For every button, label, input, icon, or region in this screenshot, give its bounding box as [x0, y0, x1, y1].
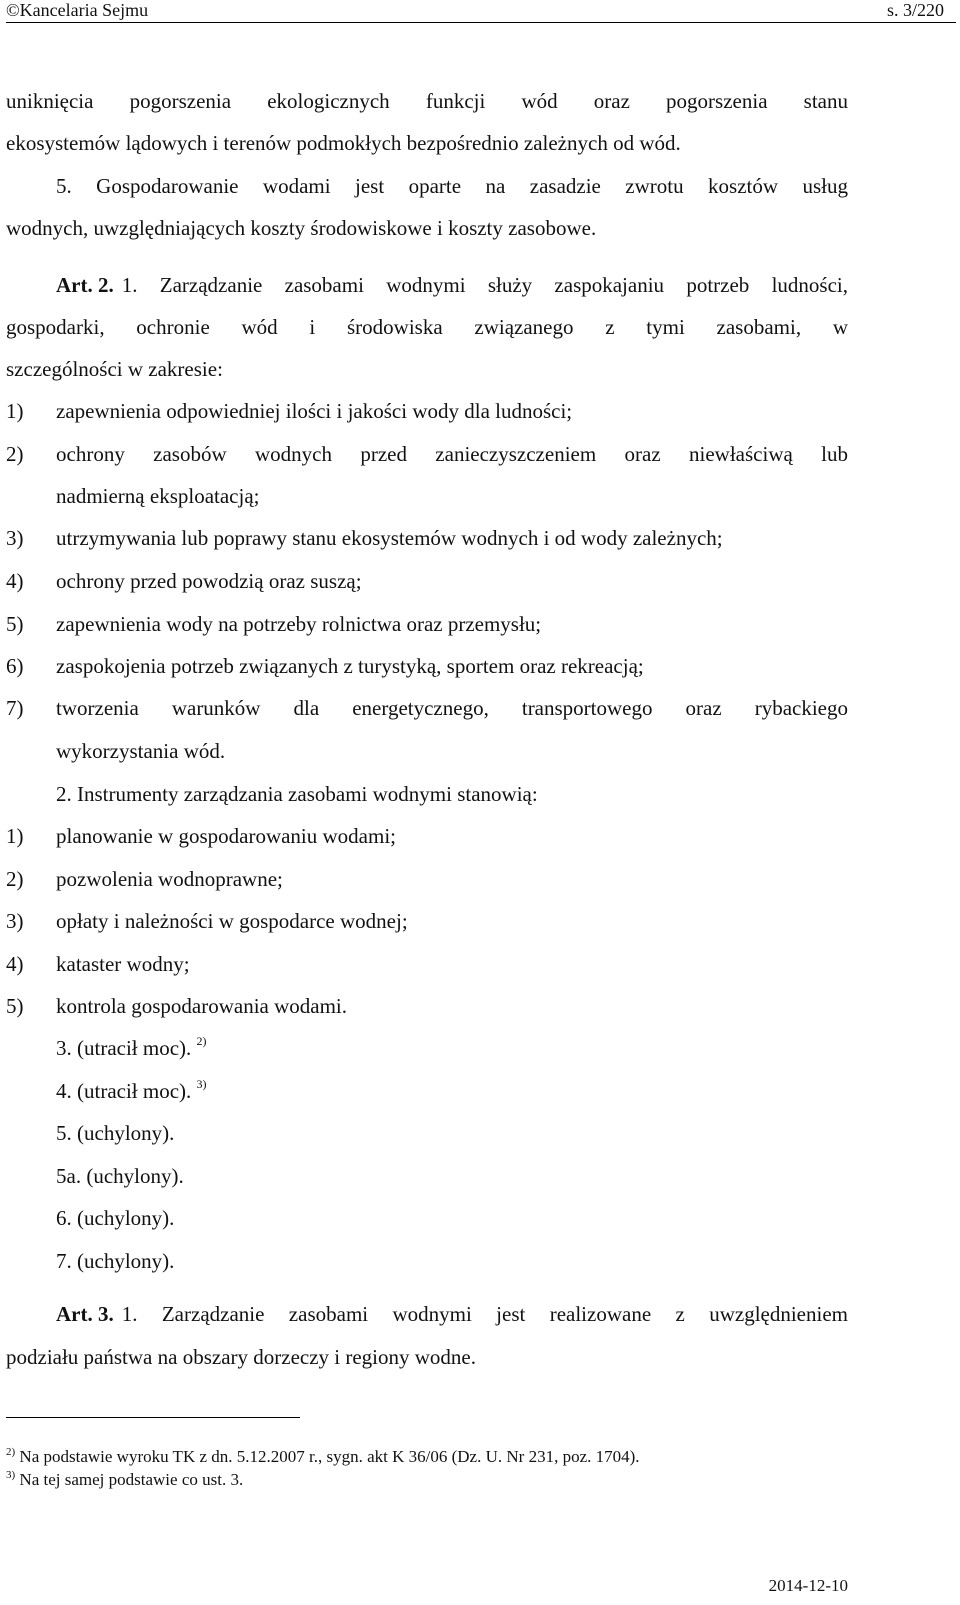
list-number: 4): [6, 952, 24, 976]
repealed-item: 7. (uchylony).: [56, 1249, 175, 1273]
footnote-number: 3): [6, 1469, 16, 1481]
list-number: 1): [6, 824, 24, 848]
list-item-cont: nadmierną eksploatacją;: [56, 484, 260, 508]
article-heading: Art. 3.: [56, 1302, 114, 1326]
footer-date: 2014-12-10: [768, 1576, 848, 1595]
repealed-item: 5. (uchylony).: [56, 1121, 175, 1145]
list-number: 3): [6, 526, 24, 550]
list-item: tworzenia warunków dla energetycznego, transportowego oraz rybackiego: [56, 696, 848, 720]
list-item: ochrony przed powodzią oraz suszą;: [56, 569, 362, 593]
list-item: zaspokojenia potrzeb związanych z turystyką, sportem oraz rekreacją;: [56, 654, 644, 678]
list-number: 5): [6, 994, 24, 1018]
list-item-cont: wykorzystania wód.: [56, 739, 226, 763]
footnote-separator: [6, 1417, 300, 1418]
paragraph-line: 2. Instrumenty zarządzania zasobami wodnymi stanowią:: [56, 782, 538, 806]
page-header: [6, 0, 956, 23]
list-number: 6): [6, 654, 24, 678]
list-item: zapewnienia odpowiedniej ilości i jakości wody dla ludności;: [56, 399, 573, 423]
list-item: pozwolenia wodnoprawne;: [56, 867, 283, 891]
header-copyright: ©Kancelaria Sejmu: [6, 0, 149, 20]
list-item: planowanie w gospodarowaniu wodami;: [56, 824, 397, 848]
article-heading: Art. 2.: [56, 273, 114, 297]
list-item: opłaty i należności w gospodarce wodnej;: [56, 909, 408, 933]
paragraph-line: uniknięcia pogorszenia ekologicznych funkcji wód oraz pogorszenia stanu: [6, 89, 848, 113]
list-number: 7): [6, 696, 24, 720]
footnote-ref: 3): [196, 1077, 207, 1091]
paragraph-line: 5. Gospodarowanie wodami jest oparte na zasadzie zwrotu kosztów usług: [56, 174, 848, 198]
footnote: [6, 1469, 243, 1491]
list-item: utrzymywania lub poprawy stanu ekosystemów wodnych i od wody zależnych;: [56, 526, 723, 550]
paragraph-line: podziału państwa na obszary dorzeczy i regiony wodne.: [6, 1345, 476, 1369]
list-number: 4): [6, 569, 24, 593]
list-item: zapewnienia wody na potrzeby rolnictwa oraz przemysłu;: [56, 612, 542, 636]
paragraph-line: ekosystemów lądowych i terenów podmokłych bezpośrednio zależnych od wód.: [6, 131, 681, 155]
paragraph-line: szczególności w zakresie:: [6, 357, 223, 381]
paragraph-line: gospodarki, ochronie wód i środowiska związanego z tymi zasobami, w: [6, 315, 848, 339]
paragraph-line: wodnych, uwzględniających koszty środowiskowe i koszty zasobowe.: [6, 216, 597, 240]
repealed-item: 5a. (uchylony).: [56, 1164, 184, 1188]
list-number: 2): [6, 867, 24, 891]
art2-first-line: [56, 270, 848, 300]
art3-first-line: [56, 1299, 848, 1329]
list-item: kataster wodny;: [56, 952, 190, 976]
paragraph-line: 1. Zarządzanie zasobami wodnymi jest realizowane z uwzględnieniem: [121, 1302, 848, 1326]
repealed-item: 6. (uchylony).: [56, 1206, 175, 1230]
list-number: 1): [6, 399, 24, 423]
footnote: [6, 1446, 640, 1468]
list-item: kontrola gospodarowania wodami.: [56, 994, 348, 1018]
list-item: ochrony zasobów wodnych przed zanieczyszczeniem oraz niewłaściwą lub: [56, 442, 848, 466]
repealed-text: 4. (utracił moc).: [56, 1079, 192, 1103]
footnote-text: Na tej samej podstawie co ust. 3.: [19, 1470, 244, 1489]
repealed-item: [56, 1076, 848, 1106]
footnote-ref: 2): [196, 1034, 207, 1048]
list-number: 2): [6, 442, 24, 466]
repealed-text: 3. (utracił moc).: [56, 1036, 192, 1060]
list-number: 3): [6, 909, 24, 933]
footnote-text: Na podstawie wyroku TK z dn. 5.12.2007 r., sygn. akt K 36/06 (Dz. U. Nr 231, poz. 1704).: [19, 1447, 640, 1466]
header-page-number: s. 3/220: [886, 0, 944, 20]
footnote-number: 2): [6, 1446, 16, 1458]
repealed-item: [56, 1033, 848, 1063]
list-number: 5): [6, 612, 24, 636]
paragraph-line: 1. Zarządzanie zasobami wodnymi służy zaspokajaniu potrzeb ludności,: [121, 273, 848, 297]
